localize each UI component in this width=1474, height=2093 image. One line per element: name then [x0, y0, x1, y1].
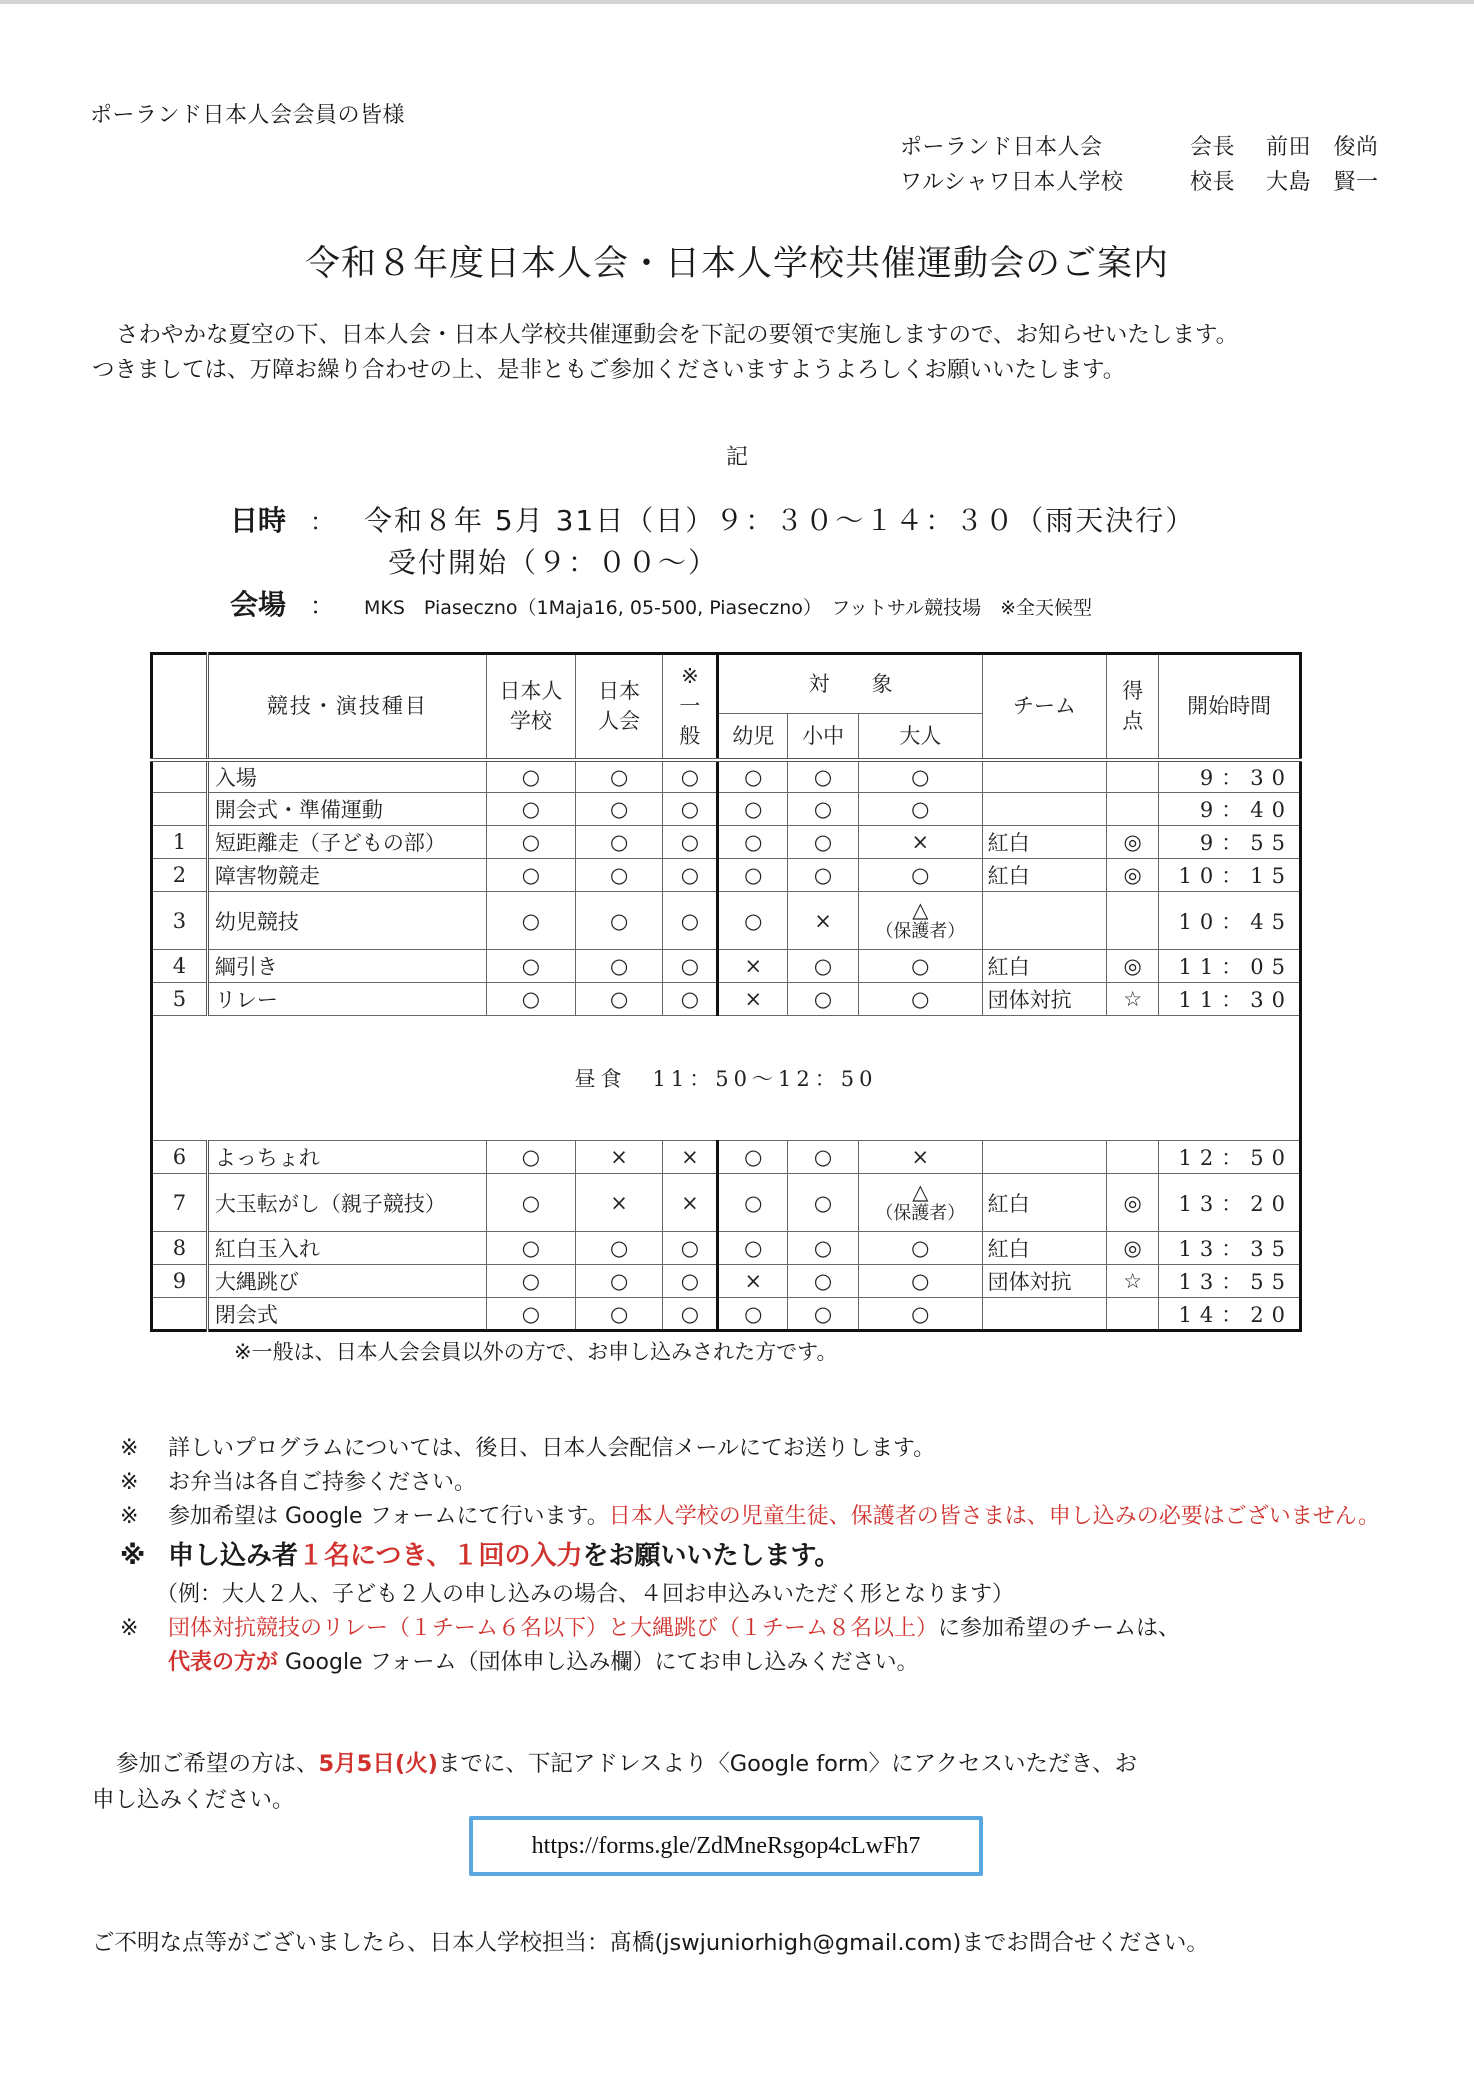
elem-mark: ○	[788, 983, 859, 1016]
row-number: 1	[152, 826, 208, 859]
score-mark: ◎	[1107, 1232, 1159, 1265]
infant-mark: ○	[718, 1298, 788, 1331]
start-time: 10：45	[1159, 892, 1301, 950]
start-time: 12：50	[1159, 1141, 1301, 1174]
header-start-time: 開始時間	[1159, 654, 1301, 760]
event-name: 綱引き	[207, 950, 486, 983]
school-mark: ○	[486, 1174, 575, 1232]
header-school: 日本人 学校	[486, 654, 575, 760]
team-type	[982, 793, 1107, 826]
elem-mark: ○	[788, 760, 859, 793]
header-assoc: 日本 人会	[575, 654, 663, 760]
infant-mark: ○	[718, 1174, 788, 1232]
assoc-mark: ×	[575, 1141, 663, 1174]
score-mark: ☆	[1107, 1265, 1159, 1298]
event-name: 開会式・準備運動	[207, 793, 486, 826]
note-item: ※ 詳しいプログラムについては、後日、日本人会配信メールにてお送りします。	[120, 1436, 936, 1461]
google-form-link[interactable]: https://forms.gle/ZdMneRsgop4cLwFh7	[469, 1816, 983, 1876]
notes-list	[120, 1432, 1398, 1680]
event-name: よっちょれ	[207, 1141, 486, 1174]
assoc-mark: ○	[575, 983, 663, 1016]
start-time: 13：35	[1159, 1232, 1301, 1265]
table-footnote: ※一般は、日本人会会員以外の方で、お申し込みされた方です。	[234, 1340, 838, 1364]
row-number: 5	[152, 983, 208, 1016]
row-number	[152, 760, 208, 793]
team-type	[982, 1298, 1107, 1331]
assoc-mark: ○	[575, 1232, 663, 1265]
sender-org: ワルシャワ日本人学校	[900, 170, 1124, 195]
event-name: 大縄跳び	[207, 1265, 486, 1298]
team-type	[982, 892, 1107, 950]
start-time: 11：30	[1159, 983, 1301, 1016]
header-elem: 小中	[788, 714, 859, 760]
row-number: 2	[152, 859, 208, 892]
school-mark: ○	[486, 1232, 575, 1265]
row-number: 9	[152, 1265, 208, 1298]
adult-mark: ○	[858, 859, 982, 892]
assoc-mark: ○	[575, 826, 663, 859]
note-item-important: ※ 申し込み者１名につき、１回の入力をお願いいたします。	[120, 1541, 841, 1571]
general-mark: ○	[663, 760, 718, 793]
event-name: 障害物競走	[207, 859, 486, 892]
event-name: 幼児競技	[207, 892, 486, 950]
school-mark: ○	[486, 1265, 575, 1298]
infant-mark: ○	[718, 760, 788, 793]
note-item: ※ 参加希望は Google フォームにて行います。日本人学校の児童生徒、保護者の皆さまは、申し込みの必要はございません。	[120, 1504, 1381, 1529]
team-type	[982, 1141, 1107, 1174]
start-time: 9：55	[1159, 826, 1301, 859]
general-mark: ○	[663, 1298, 718, 1331]
school-mark: ○	[486, 760, 575, 793]
deadline-date: 5月5日(火)	[318, 1751, 438, 1777]
assoc-mark: ×	[575, 1174, 663, 1232]
sender-role: 会長	[1190, 135, 1236, 160]
ki-heading: 記	[725, 445, 748, 470]
general-mark: ○	[663, 1232, 718, 1265]
elem-mark: ○	[788, 950, 859, 983]
event-details	[230, 502, 1195, 628]
infant-mark: ×	[718, 1265, 788, 1298]
general-mark: ○	[663, 892, 718, 950]
table-row	[152, 760, 1301, 793]
sender-name: 前田 俊尚	[1266, 135, 1379, 160]
intro-paragraph	[92, 318, 1238, 388]
adult-mark: ○	[858, 983, 982, 1016]
infant-mark: ×	[718, 983, 788, 1016]
team-type: 団体対抗	[982, 983, 1107, 1016]
sender-block	[900, 130, 1379, 200]
reception-time: 受付開始（９：００～）	[388, 546, 719, 579]
general-mark: ○	[663, 826, 718, 859]
general-mark: ○	[663, 793, 718, 826]
table-row	[152, 1298, 1301, 1331]
elem-mark: ○	[788, 1174, 859, 1232]
adult-mark: ×	[858, 826, 982, 859]
row-number: 7	[152, 1174, 208, 1232]
table-row	[152, 1265, 1301, 1298]
team-type: 紅白	[982, 859, 1107, 892]
start-time: 9：30	[1159, 760, 1301, 793]
score-mark: ◎	[1107, 826, 1159, 859]
table-row	[152, 826, 1301, 859]
assoc-mark: ○	[575, 1298, 663, 1331]
row-number: 8	[152, 1232, 208, 1265]
adult-mark: ○	[858, 760, 982, 793]
header-general: ※ 一 般	[663, 654, 718, 760]
intro-line: つきましては、万障お繰り合わせの上、是非ともご参加くださいますようよろしくお願いいたします。	[92, 357, 1126, 383]
elem-mark: ○	[788, 1141, 859, 1174]
school-mark: ○	[486, 793, 575, 826]
row-number	[152, 793, 208, 826]
adult-mark: △ （保護者）	[858, 892, 982, 950]
elem-mark: ×	[788, 892, 859, 950]
school-mark: ○	[486, 983, 575, 1016]
start-time: 13：20	[1159, 1174, 1301, 1232]
team-type: 紅白	[982, 826, 1107, 859]
note-example: （例：大人２人、子ども２人の申し込みの場合、４回お申込みいただく形となります）	[156, 1582, 1015, 1607]
header-no	[152, 654, 208, 760]
elem-mark: ○	[788, 1232, 859, 1265]
assoc-mark: ○	[575, 859, 663, 892]
score-mark: ◎	[1107, 950, 1159, 983]
score-mark	[1107, 1141, 1159, 1174]
general-mark: ○	[663, 1265, 718, 1298]
header-adult: 大人	[858, 714, 982, 760]
assoc-mark: ○	[575, 760, 663, 793]
infant-mark: ×	[718, 950, 788, 983]
event-name: 入場	[207, 760, 486, 793]
adult-mark: ×	[858, 1141, 982, 1174]
general-mark: ×	[663, 1141, 718, 1174]
assoc-mark: ○	[575, 1265, 663, 1298]
datetime-value: 令和８年 5月 31日（日）９：３０～１４：３０（雨天決行）	[364, 504, 1196, 537]
infant-mark: ○	[718, 826, 788, 859]
header-target: 対 象	[718, 654, 982, 714]
start-time: 11：05	[1159, 950, 1301, 983]
start-time: 9：40	[1159, 793, 1301, 826]
team-type: 紅白	[982, 1174, 1107, 1232]
infant-mark: ○	[718, 859, 788, 892]
table-row	[152, 950, 1301, 983]
top-edge	[0, 0, 1474, 4]
colon: ：	[310, 508, 334, 536]
start-time: 10：15	[1159, 859, 1301, 892]
header-team: チーム	[982, 654, 1107, 760]
infant-mark: ○	[718, 1141, 788, 1174]
elem-mark: ○	[788, 793, 859, 826]
general-mark: ×	[663, 1174, 718, 1232]
event-name: 閉会式	[207, 1298, 486, 1331]
team-type: 団体対抗	[982, 1265, 1107, 1298]
adult-mark: ○	[858, 1232, 982, 1265]
school-mark: ○	[486, 950, 575, 983]
header-event: 競技・演技種目	[207, 654, 486, 760]
table-row	[152, 1174, 1301, 1232]
infant-mark: ○	[718, 793, 788, 826]
score-mark	[1107, 892, 1159, 950]
table-row	[152, 859, 1301, 892]
sender-org: ポーランド日本人会	[900, 135, 1103, 160]
sender-row	[900, 130, 1379, 165]
general-mark: ○	[663, 983, 718, 1016]
school-mark: ○	[486, 1141, 575, 1174]
score-mark	[1107, 1298, 1159, 1331]
team-type: 紅白	[982, 1232, 1107, 1265]
venue-value: MKS Piaseczno（1Maja16, 05-500, Piaseczno） フットサル競技場 ※全天候型	[364, 597, 1093, 619]
infant-mark: ○	[718, 892, 788, 950]
schedule-table	[150, 652, 1302, 1332]
score-mark: ◎	[1107, 859, 1159, 892]
school-mark: ○	[486, 892, 575, 950]
document-title: 令和８年度日本人会・日本人学校共催運動会のご案内	[304, 244, 1169, 284]
row-number: 3	[152, 892, 208, 950]
table-row	[152, 1141, 1301, 1174]
adult-mark: ○	[858, 793, 982, 826]
assoc-mark: ○	[575, 892, 663, 950]
event-name: 短距離走（子どもの部）	[207, 826, 486, 859]
note-item: ※ お弁当は各自ご持参ください。	[120, 1470, 477, 1495]
start-time: 13：55	[1159, 1265, 1301, 1298]
elem-mark: ○	[788, 1298, 859, 1331]
adult-mark: ○	[858, 950, 982, 983]
colon: ：	[310, 592, 334, 620]
score-mark	[1107, 793, 1159, 826]
event-name: リレー	[207, 983, 486, 1016]
school-mark: ○	[486, 826, 575, 859]
datetime-label: 日時	[230, 504, 287, 537]
header-infant: 幼児	[718, 714, 788, 760]
assoc-mark: ○	[575, 793, 663, 826]
elem-mark: ○	[788, 1265, 859, 1298]
general-mark: ○	[663, 950, 718, 983]
score-mark: ◎	[1107, 1174, 1159, 1232]
table-row	[152, 892, 1301, 950]
assoc-mark: ○	[575, 950, 663, 983]
elem-mark: ○	[788, 826, 859, 859]
team-type: 紅白	[982, 950, 1107, 983]
row-number: 6	[152, 1141, 208, 1174]
venue-label: 会場	[230, 588, 287, 621]
table-row	[152, 983, 1301, 1016]
header-score: 得 点	[1107, 654, 1159, 760]
lunch-row: 昼食 11：50～12：50	[152, 1016, 1301, 1141]
note-item: ※ 団体対抗競技のリレー（１チーム６名以下）と大縄跳び（１チーム８名以上）に参加希望のチームは、 代表の方が Google フォーム（団体申し込み欄）にてお申し込みください。	[120, 1616, 1181, 1675]
team-type	[982, 760, 1107, 793]
salutation: ポーランド日本人会会員の皆様	[90, 103, 406, 128]
start-time: 14：20	[1159, 1298, 1301, 1331]
table-row	[152, 793, 1301, 826]
school-mark: ○	[486, 1298, 575, 1331]
event-name: 紅白玉入れ	[207, 1232, 486, 1265]
elem-mark: ○	[788, 859, 859, 892]
adult-mark: △ （保護者）	[858, 1174, 982, 1232]
infant-mark: ○	[718, 1232, 788, 1265]
score-mark: ☆	[1107, 983, 1159, 1016]
score-mark	[1107, 760, 1159, 793]
deadline-paragraph: 参加ご希望の方は、5月5日(火)までに、下記アドレスより〈Google form〉にアクセスいただき、お 申し込みください。	[92, 1751, 1138, 1813]
adult-mark: ○	[858, 1265, 982, 1298]
general-mark: ○	[663, 859, 718, 892]
table-row	[152, 1232, 1301, 1265]
intro-line: さわやかな夏空の下、日本人会・日本人学校共催運動会を下記の要領で実施しますので、お知らせいたします。	[116, 322, 1239, 348]
sender-row	[900, 165, 1379, 200]
event-name: 大玉転がし（親子競技）	[207, 1174, 486, 1232]
row-number: 4	[152, 950, 208, 983]
sender-role: 校長	[1190, 170, 1236, 195]
row-number	[152, 1298, 208, 1331]
contact-info: ご不明な点等がございましたら、日本人学校担当：髙橋(jswjuniorhigh@gmail.com)までお問合せください。	[92, 1930, 1209, 1956]
school-mark: ○	[486, 859, 575, 892]
sender-name: 大島 賢一	[1266, 170, 1379, 195]
adult-mark: ○	[858, 1298, 982, 1331]
